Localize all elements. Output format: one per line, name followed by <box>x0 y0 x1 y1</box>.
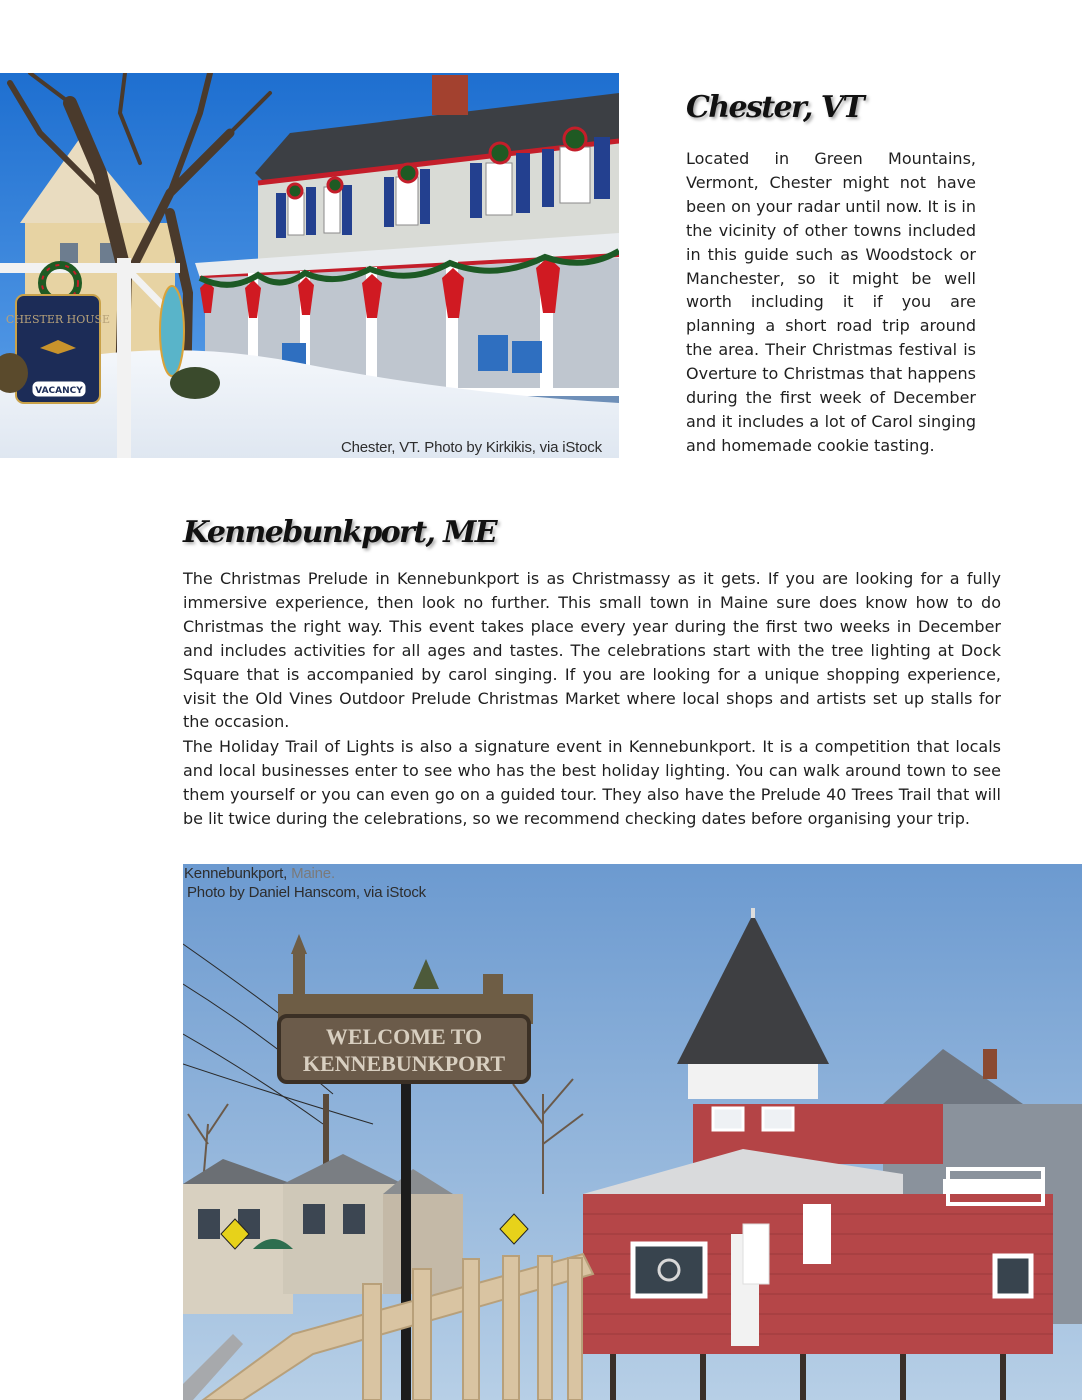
chester-heading: Chester, VT <box>686 90 864 125</box>
kennebunkport-photo-caption <box>184 864 426 902</box>
chester-paragraph: Located in Green Mountains, Vermont, Chester might not have been on your radar until now. It is in the vicinity of other towns included in this guide such as Woodstock or Manchester, so it might be well worth including it if you are planning a short road trip around the area. Their Christmas festival is Overture to Christmas that happens during the first week of December and it includes a lot of Carol singing and homemade cookie tasting. <box>686 149 976 455</box>
caption-state: Maine. <box>287 865 335 882</box>
sign-vacancy-text: VACANCY <box>35 386 83 396</box>
caption-place: Kennebunkport, <box>184 865 288 882</box>
chester-photo-caption: Chester, VT. Photo by Kirkikis, via iStock <box>341 439 602 456</box>
welcome-sign-line2: KENNEBUNKPORT <box>302 1051 506 1076</box>
welcome-sign-line1: WELCOME TO <box>325 1024 483 1049</box>
kennebunkport-photo <box>183 864 1082 1400</box>
caption-credit: Photo by Daniel Hanscom, via iStock <box>187 884 426 901</box>
kennebunkport-paragraph-1: The Christmas Prelude in Kennebunkport is as Christmassy as it gets. If you are looking for a fully immersive experience, then look no further. This small town in Maine sure does know how to do Christmas the right way. This event takes place every year during the first two weeks in December and includes activities for all ages and tastes. The celebrations start with the tree lighting at Dock Square that is accompanied by carol singing. If you are looking for a unique shopping experience, visit the Old Vines Outdoor Prelude Christmas Market where local shops and artists set up stalls for the occasion. <box>183 569 1001 732</box>
sign-chester-text: CHESTER HOUSE <box>5 313 111 326</box>
kennebunkport-heading: Kennebunkport, ME <box>183 515 497 550</box>
kennebunkport-paragraph-2: The Holiday Trail of Lights is also a signature event in Kennebunkport. It is a competition that locals and local businesses enter to see who has the best holiday lighting. You can walk around town to see them yourself or you can even go on a guided tour. They also have the Prelude 40 Trees Trail that will be lit twice during the celebrations, so we recommend checking dates before organising your trip. <box>183 737 1001 828</box>
chester-house-photo <box>0 73 619 458</box>
